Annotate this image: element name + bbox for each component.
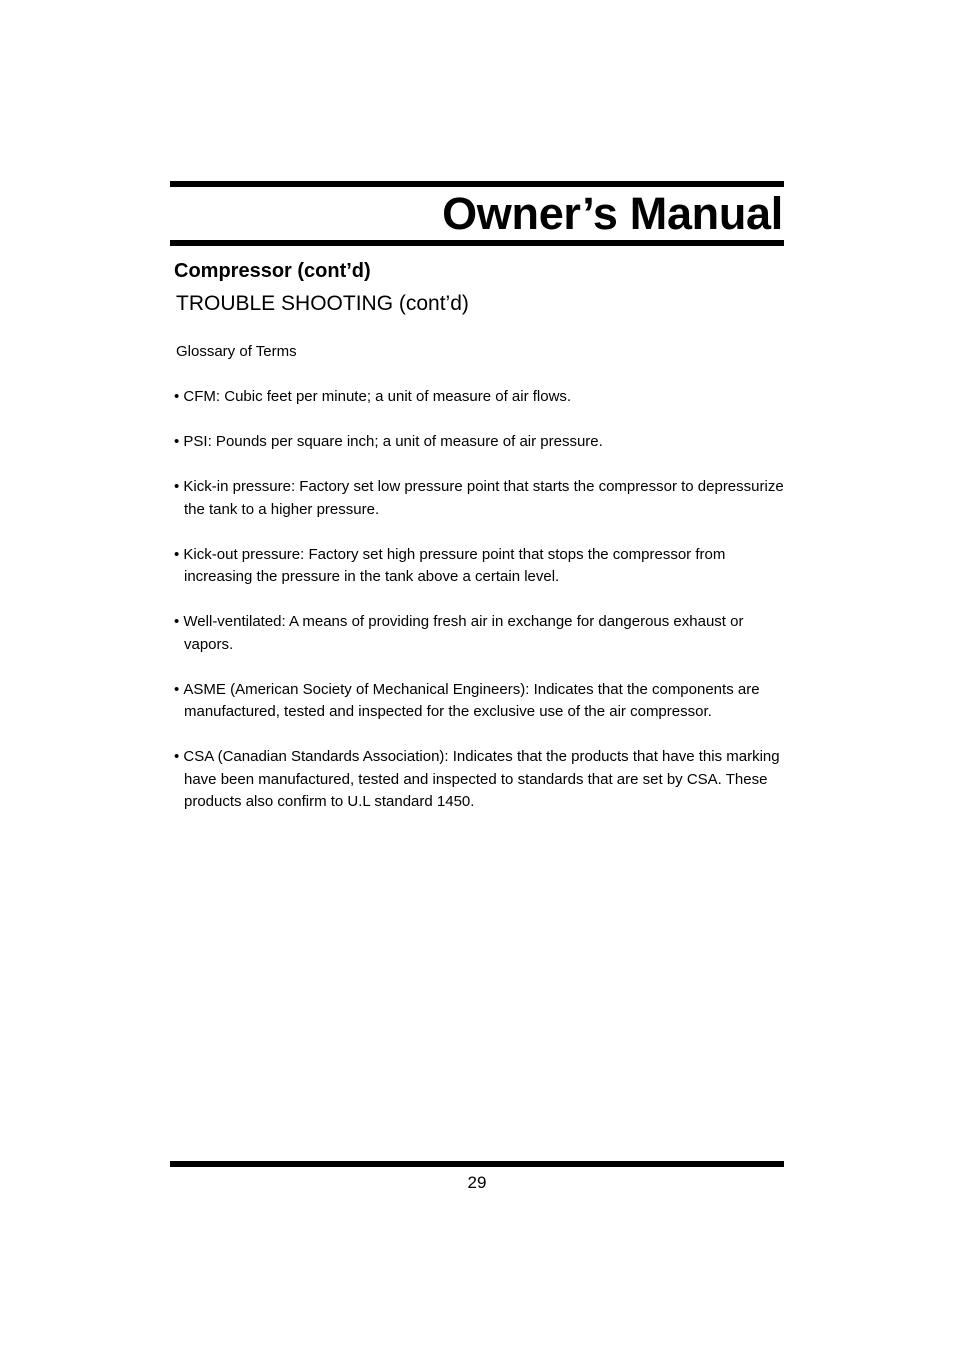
glossary-term-well-ventilated: • Well-ventilated: A means of providing fresh air in exchange for dangerous exhaust or vapors. [174,611,784,656]
section-heading: Compressor (cont’d) [174,260,371,282]
glossary-term-cfm: • CFM: Cubic feet per minute; a unit of measure of air flows. [174,386,784,409]
glossary-term-kick-out-pressure: • Kick-out pressure: Factory set high pressure point that stops the compressor from increasing the pressure in the tank above a certain level. [174,544,784,589]
glossary-term-csa: • CSA (Canadian Standards Association): Indicates that the products that have this marking have been manufactured, tested and inspected to standards that are set by CSA. These products also confirm to U.L standard 1450. [174,746,784,814]
manual-title: Owner’s Manual [442,188,783,239]
section-subheading: TROUBLE SHOOTING (cont’d) [176,292,469,315]
glossary-term-asme: • ASME (American Society of Mechanical Engineers): Indicates that the components are manufactured, tested and inspected for the exclusive use of the air compressor. [174,679,784,724]
glossary-term-psi: • PSI: Pounds per square inch; a unit of measure of air pressure. [174,431,784,454]
glossary-term-list [174,386,784,836]
glossary-heading: Glossary of Terms [176,343,297,360]
header-bottom-rule [170,240,784,246]
glossary-term-kick-in-pressure: • Kick-in pressure: Factory set low pressure point that starts the compressor to depressurize the tank to a higher pressure. [174,476,784,521]
footer-rule [170,1161,784,1167]
page-number: 29 [467,1173,487,1192]
